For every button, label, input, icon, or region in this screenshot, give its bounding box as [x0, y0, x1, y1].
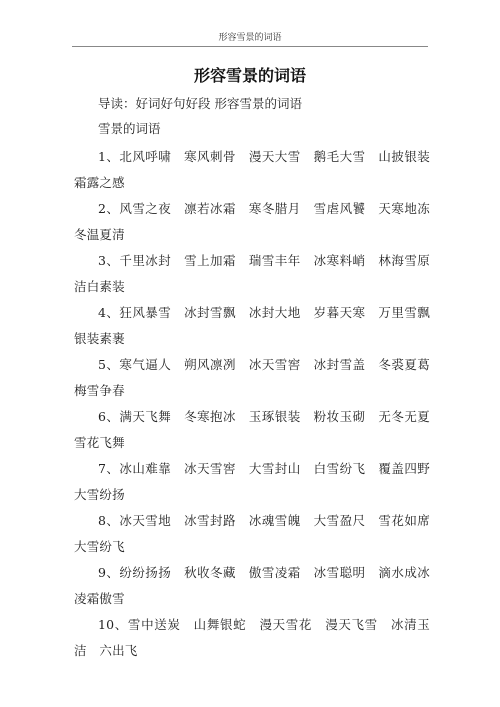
word-list-item: 10、雪中送炭 山舞银蛇 漫天雪花 漫天飞雪 冰清玉洁 六出飞 [74, 617, 430, 658]
word-list-item: 6、满天飞舞 冬寒抱冰 玉琢银装 粉妆玉砌 无冬无夏 雪花飞舞 [74, 409, 443, 450]
word-list-item: 9、纷纷扬扬 秋收冬藏 傲雪凌霜 冰雪聪明 滴水成冰 凌霜傲雪 [74, 565, 443, 606]
intro-line: 导读：好词好句好段 形容雪景的词语 [98, 96, 302, 111]
running-header: 形容雪景的词语 [218, 33, 282, 43]
document-title: 形容雪景的词语 [193, 66, 306, 85]
header-divider [72, 46, 428, 47]
word-list-item: 7、冰山难靠 冰天雪窖 大雪封山 白雪纷飞 覆盖四野 大雪纷扬 [74, 461, 443, 502]
word-list-item: 8、冰天雪地 冰雪封路 冰魂雪魄 大雪盈尺 雪花如席 大雪纷飞 [74, 513, 443, 554]
word-list-item: 1、北风呼啸 寒风刺骨 漫天大雪 鹅毛大雪 山披银装 霜露之感 [74, 149, 443, 190]
word-list-item: 4、狂风暴雪 冰封雪飘 冰封大地 岁暮天寒 万里雪飘 银装素裹 [74, 305, 443, 346]
word-list [74, 144, 443, 664]
word-list-item: 2、风雪之夜 凛若冰霜 寒冬腊月 雪虐风饕 天寒地冻 冬温夏清 [74, 201, 443, 242]
word-list-item: 5、寒气逼人 朔风凛冽 冰天雪窖 冰封雪盖 冬裘夏葛 梅雪争春 [74, 357, 443, 398]
word-list-item: 3、千里冰封 雪上加霜 瑞雪丰年 冰寒料峭 林海雪原 洁白素装 [74, 253, 443, 294]
section-heading: 雪景的词语 [98, 121, 161, 136]
